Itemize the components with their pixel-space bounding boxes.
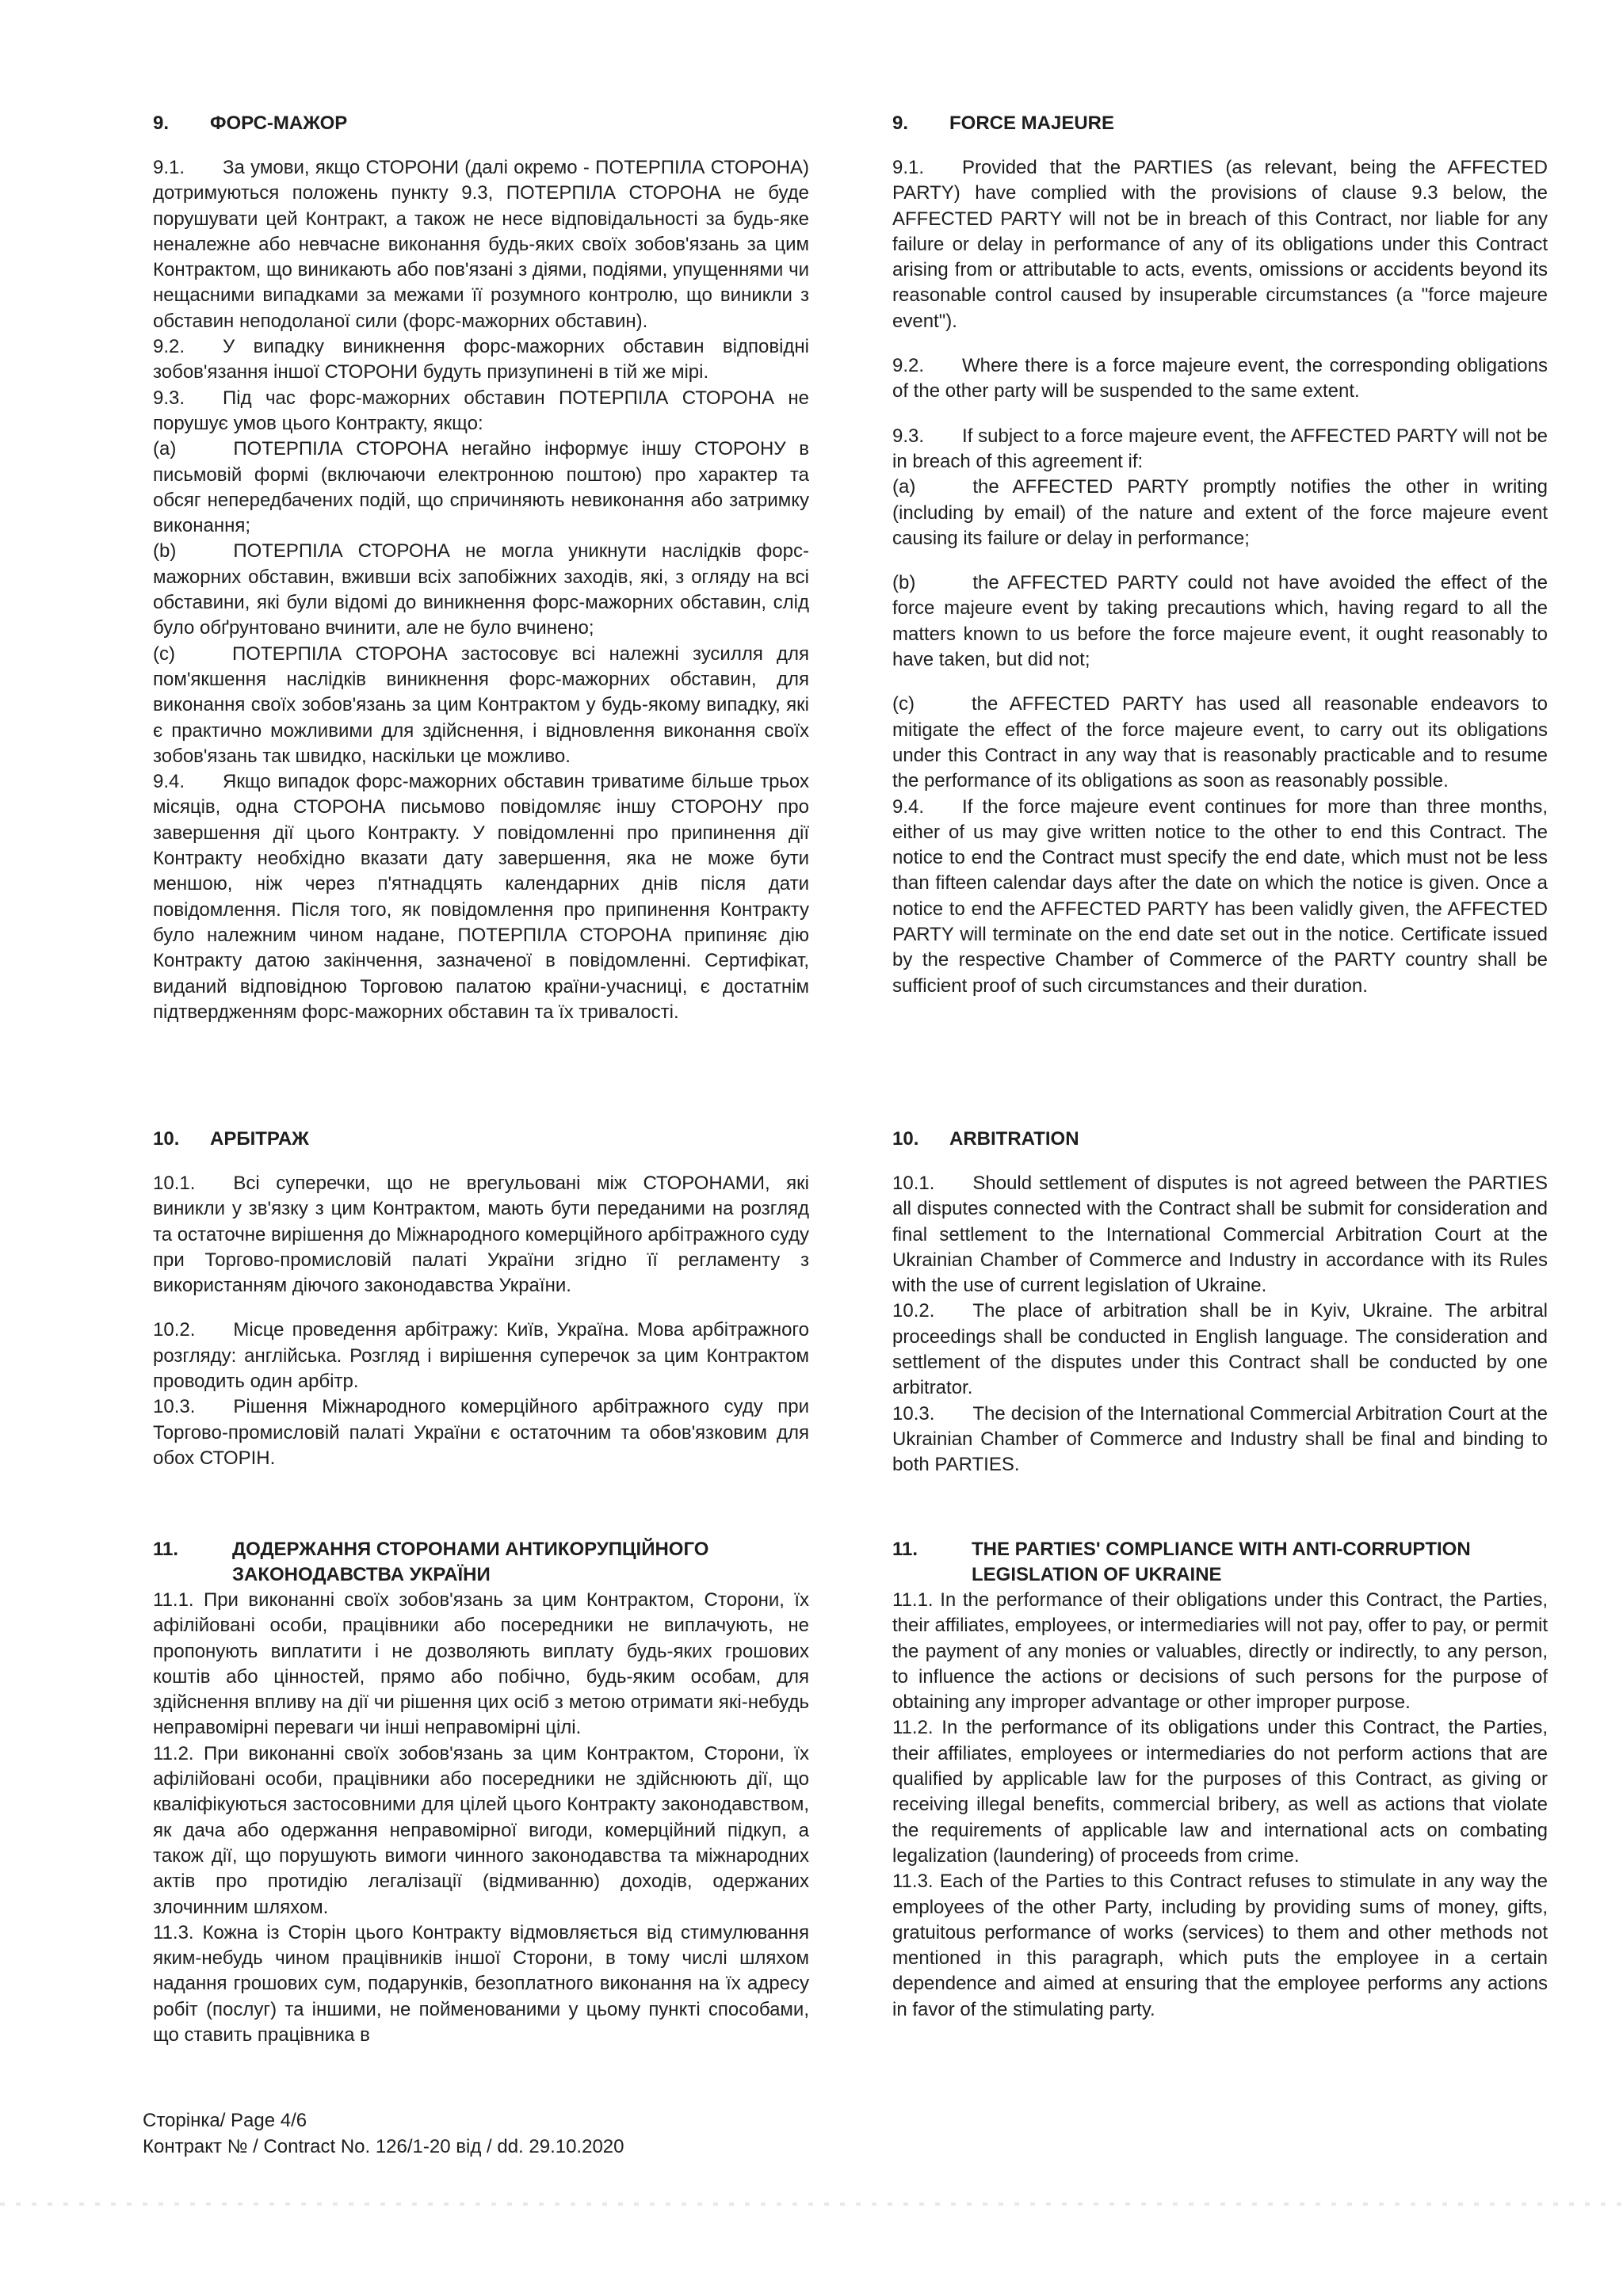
clause-9-1: 9.1. За умови, якщо СТОРОНИ (далі окремо - ПОТЕРПІЛА СТОРОНА) дотримуються положень пункту 9.3, ПОТЕРПІЛА СТОРОНА не буде порушувати цей Контракт, а також не несе відповідальності за будь-яке неналежне або невчасне виконання будь-яких своїх зобов'язань за цим Контрактом, що виникають або пов'язані з діями, подіями, упущеннями чи нещасними випадками за межами її розумного контролю, що виникли з обставин неподоланої сили (форс-мажорних обставин). [153,157,809,332]
clause-11-3: 11.3. Кожна із Сторін цього Контракту відмовляється від стимулювання яким-небудь чином працівників іншої Сторони, в тому числі шляхом надання грошових сум, подарунків, безоплатного виконання на їх адресу робіт (послуг) та іншими, не пойменованими у цьому пункті способами, що ставить працівника в [153,1921,809,2046]
clause-11-1: 11.1. При виконанні своїх зобов'язань за цим Контрактом, Сторони, їх афілійовані особи, працівники або посередники не виплачують, не пропонують виплатити і не дозволяють виплату будь-яких грошових коштів або цінностей, прямо або побічно, будь-яким особам, для здійснення впливу на дії чи рішення цих осіб з метою отримати які-небудь неправомірні переваги чи інші неправомірні цілі. [153,1589,809,1739]
clause-9-3-c: (c) the AFFECTED PARTY has used all reasonable endeavors to mitigate the effect of the force majeure event, to carry out its obligations under this Contract in any way that is reasonably practicable and to resume the performance of its obligations as soon as reasonably possible. [892,693,1548,792]
clause-10-2: 10.2. Місце проведення арбітражу: Київ, Україна. Мова арбітражного розгляду: англійська. Розгляд і вирішення суперечок за цим Контрактом проводить один арбітр. [153,1319,809,1393]
clause-9-4: 9.4. Якщо випадок форс-мажорних обставин триватиме більше трьох місяців, одна СТОРОНА письмово повідомляє іншу СТОРОНУ про завершення дії цього Контракту. У повідомленні про припинення дії Контракту необхідно вказати дату завершення, яка не може бути меншою, ніж через п'ятнадцять календарних днів після дати повідомлення. Після того, як повідомлення про припинення Контракту було належним чином надане, ПОТЕРПІЛА СТОРОНА припиняє дію Контракту датою закінчення, зазначеної в повідомленні. Сертифікат, виданий відповідною Торговою палатою країни-учасниці, є достатнім підтвердженням форс-мажорних обставин та їх тривалості. [153,771,809,1023]
page-footer [143,2107,624,2160]
section-heading: 10. ARBITRATION [892,1128,1079,1150]
section-heading: 11. THE PARTIES' COMPLIANCE WITH ANTI-CORRUPTION LEGISLATION OF UKRAINE [892,1539,1471,1585]
clause-9-3-c: (c) ПОТЕРПІЛА СТОРОНА застосовує всі належні зусилля для пом'якшення наслідків виникнення форс-мажорних обставин, для виконання своїх зобов'язань за цим Контрактом у будь-якому випадку, які є практично можливими для здійснення, і відновлення виконання своїх зобов'язань так швидко, наскільки це можливо. [153,643,809,767]
clause-9-2: 9.2. У випадку виникнення форс-мажорних обставин відповідні зобов'язання іншої СТОРОНИ будуть призупинені в тій же мірі. [153,336,809,383]
section-9-uk [153,111,809,1025]
section-heading: 9. ФОРС-МАЖОР [153,113,348,134]
section-11-uk [153,1537,809,2048]
section-10-uk [153,1127,809,1471]
clause-11-2: 11.2. При виконанні своїх зобов'язань за цим Контрактом, Сторони, їх афілійовані особи, працівники або посередники не здійснюють дії, що кваліфікуються застосовними для цілей цього Контракту законодавством, як дача або одержання неправомірної вигоди, комерційний підкуп, а також дії, що порушують вимоги чинного законодавства та міжнародних актів про протидію легалізації (відмиванню) доходів, одержаних злочинним шляхом. [153,1742,809,1918]
clause-11-3: 11.3. Each of the Parties to this Contract refuses to stimulate in any way the employees of the other Party, including by providing sums of money, gifts, gratuitous performance of works (services) to them and other methods not mentioned in this paragraph, which puts the employee in a certain dependence and aimed at ensuring that the employee performs any actions in favor of the stimulating party. [892,1871,1548,2020]
page-number: Сторінка/ Page 4/6 [143,2110,307,2131]
clause-11-1: 11.1. In the performance of their obligations under this Contract, the Parties, their affiliates, employees, or intermediaries will not pay, offer to pay, or permit the payment of any monies or valuables, directly or indirectly, to any person, to influence the actions or decisions of such persons for the purpose of obtaining any improper advantage or other improper purpose. [892,1589,1548,1714]
clause-9-3-a: (a) the AFFECTED PARTY promptly notifies the other in writing (including by email) of the nature and extent of the force majeure event causing its failure or delay in performance; [892,476,1548,549]
clause-9-1: 9.1. Provided that the PARTIES (as relevant, being the AFFECTED PARTY) have complied with the provisions of clause 9.3 below, the AFFECTED PARTY will not be in breach of this Contract, nor liable for any failure or delay in performance of any of its obligations under this Contract arising from or attributable to acts, events, omissions or accidents beyond its reasonable control caused by insuperable circumstances (a "force majeure event"). [892,157,1548,332]
clause-10-2: 10.2. The place of arbitration shall be in Kyiv, Ukraine. The arbitral proceedings shall be conducted in English language. The consideration and settlement of the disputes under this Contract shall be conducted by one arbitrator. [892,1300,1548,1399]
clause-9-3: 9.3. Під час форс-мажорних обставин ПОТЕРПІЛА СТОРОНА не порушує умов цього Контракту, якщо: [153,387,809,434]
clause-9-3-b: (b) ПОТЕРПІЛА СТОРОНА не могла уникнути наслідків форс-мажорних обставин, вживши всіх запобіжних заходів, які, з огляду на всі обставини, які були відомі до виникнення форс-мажорних обставин, слід було обґрунтовано вчинити, але не було вчинено; [153,540,809,639]
section-9-en [892,111,1548,999]
clause-10-1: 10.1. Should settlement of disputes is not agreed between the PARTIES all disputes connected with the Contract shall be submit for consideration and final settlement to the International Commercial Arbitration Court at the Ukrainian Chamber of Commerce and Industry in accordance with its Rules with the use of current legislation of Ukraine. [892,1173,1548,1297]
clause-9-3-a: (a) ПОТЕРПІЛА СТОРОНА негайно інформує іншу СТОРОНУ в письмовій формі (включаючи електронною поштою) про характер та обсяг непередбачених подій, що спричиняють невиконання або затримку виконання; [153,438,809,537]
section-10-en [892,1127,1548,1478]
clause-9-2: 9.2. Where there is a force majeure event, the corresponding obligations of the other party will be suspended to the same extent. [892,355,1548,402]
contract-reference: Контракт № / Contract No. 126/1-20 від / dd. 29.10.2020 [143,2136,624,2157]
clause-10-3: 10.3. Рішення Міжнародного комерційного арбітражного суду при Торгово-промисловій палаті України є остаточним та обов'язковим для обох СТОРІН. [153,1396,809,1469]
section-heading: 11. ДОДЕРЖАННЯ СТОРОНАМИ АНТИКОРУПЦІЙНОГО ЗАКОНОДАВСТВА УКРАЇНИ [153,1539,709,1585]
section-heading: 10. АРБІТРАЖ [153,1128,309,1150]
clause-9-4: 9.4. If the force majeure event continues for more than three months, either of us may give written notice to the other to end this Contract. The notice to end the Contract must specify the end date, which must not be less than fifteen calendar days after the date on which the notice is given. Once a notice to end the AFFECTED PARTY has been validly given, the AFFECTED PARTY will terminate on the end date set out in the notice. Certificate issued by the respective Chamber of Commerce of the PARTY country shall be sufficient proof of such circumstances and their duration. [892,795,1548,997]
section-11-en [892,1537,1548,2023]
clause-10-1: 10.1. Всі суперечки, що не врегульовані між СТОРОНАМИ, які виникли у зв'язку з цим Контрактом, мають бути переданими на розгляд та остаточне вирішення до Міжнародного комерційного арбітражного суду при Торгово-промисловій палаті України згідно її регламенту з використанням діючого законодавства України. [153,1173,809,1297]
clause-9-3-b: (b) the AFFECTED PARTY could not have avoided the effect of the force majeure event by taking precautions which, having regard to all the matters known to us before the force majeure event, it ought reasonably to have taken, but did not; [892,572,1548,671]
section-heading: 9. FORCE MAJEURE [892,113,1115,134]
clause-9-3: 9.3. If subject to a force majeure event, the AFFECTED PARTY will not be in breach of this agreement if: [892,425,1548,472]
clause-10-3: 10.3. The decision of the International Commercial Arbitration Court at the Ukrainian Chamber of Commerce and Industry shall be final and binding to both PARTIES. [892,1402,1548,1476]
clause-11-2: 11.2. In the performance of its obligations under this Contract, the Parties, their affiliates, employees or intermediaries do not perform actions that are qualified by applicable law for the purposes of this Contract, as giving or receiving illegal benefits, commercial bribery, as well as actions that violate the requirements of applicable law and international acts on combating legalization (laundering) of proceeds from crime. [892,1717,1548,1867]
scan-edge-artifact [0,2203,1623,2206]
